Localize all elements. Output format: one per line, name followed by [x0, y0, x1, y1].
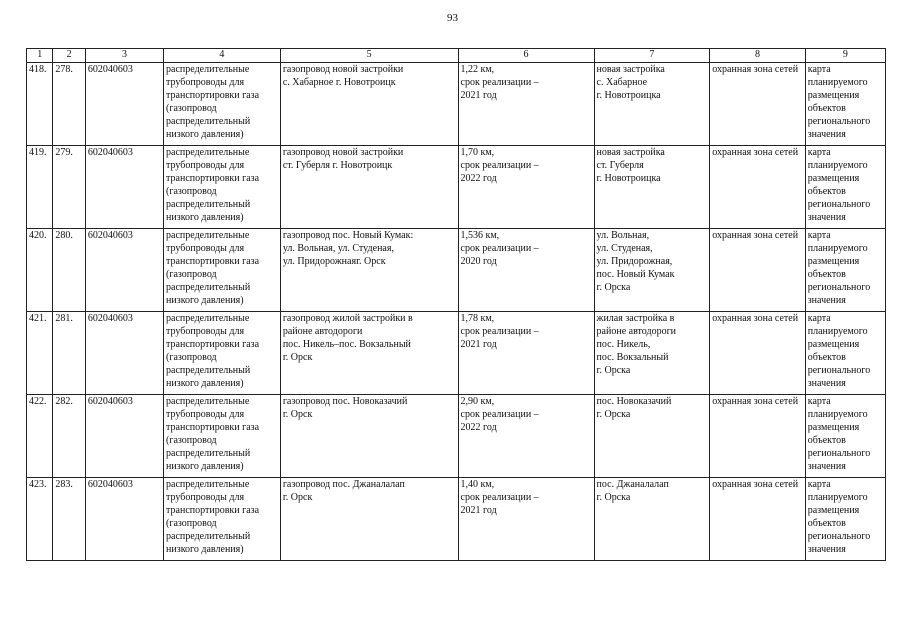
cell-object-name: газопровод жилой застройки в районе автодороги пос. Никель–пос. Вокзальный г. Орск	[280, 312, 458, 395]
header-col-9: 9	[805, 49, 885, 63]
cell-object-type: распределительные трубопроводы для транспортировки газа (газопровод распределительный низкого давления)	[164, 478, 281, 561]
cell-code: 602040603	[85, 395, 163, 478]
cell-object-type: распределительные трубопроводы для транспортировки газа (газопровод распределительный низкого давления)	[164, 63, 281, 146]
table-row	[27, 312, 886, 395]
cell-zone: охранная зона сетей	[710, 63, 805, 146]
header-col-1: 1	[27, 49, 53, 63]
header-col-2: 2	[53, 49, 85, 63]
cell-parameters: 1,78 км, срок реализации – 2021 год	[458, 312, 594, 395]
page-number: 93	[447, 12, 458, 24]
cell-code: 602040603	[85, 63, 163, 146]
cell-index: 419.	[27, 146, 53, 229]
cell-subindex: 283.	[53, 478, 85, 561]
header-col-7: 7	[594, 49, 710, 63]
header-col-5: 5	[280, 49, 458, 63]
cell-parameters: 2,90 км, срок реализации – 2022 год	[458, 395, 594, 478]
table-row	[27, 395, 886, 478]
cell-object-type: распределительные трубопроводы для транспортировки газа (газопровод распределительный низкого давления)	[164, 312, 281, 395]
cell-map: карта планируемого размещения объектов регионального значения	[805, 312, 885, 395]
cell-zone: охранная зона сетей	[710, 312, 805, 395]
cell-object-name: газопровод пос. Новоказачий г. Орск	[280, 395, 458, 478]
objects-table	[26, 48, 886, 561]
cell-subindex: 281.	[53, 312, 85, 395]
cell-object-name: газопровод пос. Джаналалап г. Орск	[280, 478, 458, 561]
cell-zone: охранная зона сетей	[710, 146, 805, 229]
cell-map: карта планируемого размещения объектов регионального значения	[805, 395, 885, 478]
header-col-3: 3	[85, 49, 163, 63]
cell-object-name: газопровод пос. Новый Кумак: ул. Вольная, ул. Студеная, ул. Придорожнаяг. Орск	[280, 229, 458, 312]
cell-code: 602040603	[85, 229, 163, 312]
cell-parameters: 1,536 км, срок реализации – 2020 год	[458, 229, 594, 312]
header-col-4: 4	[164, 49, 281, 63]
cell-location: пос. Новоказачий г. Орска	[594, 395, 710, 478]
cell-location: новая застройка ст. Губерля г. Новотроицка	[594, 146, 710, 229]
cell-object-type: распределительные трубопроводы для транспортировки газа (газопровод распределительный низкого давления)	[164, 229, 281, 312]
cell-zone: охранная зона сетей	[710, 229, 805, 312]
cell-index: 418.	[27, 63, 53, 146]
cell-map: карта планируемого размещения объектов регионального значения	[805, 229, 885, 312]
cell-map: карта планируемого размещения объектов регионального значения	[805, 63, 885, 146]
cell-object-type: распределительные трубопроводы для транспортировки газа (газопровод распределительный низкого давления)	[164, 146, 281, 229]
cell-parameters: 1,22 км, срок реализации – 2021 год	[458, 63, 594, 146]
cell-object-type: распределительные трубопроводы для транспортировки газа (газопровод распределительный низкого давления)	[164, 395, 281, 478]
cell-object-name: газопровод новой застройки с. Хабарное г. Новотроицк	[280, 63, 458, 146]
cell-index: 422.	[27, 395, 53, 478]
cell-index: 421.	[27, 312, 53, 395]
cell-subindex: 279.	[53, 146, 85, 229]
table-row	[27, 229, 886, 312]
header-col-6: 6	[458, 49, 594, 63]
table-row	[27, 478, 886, 561]
header-col-8: 8	[710, 49, 805, 63]
header-row	[27, 49, 886, 63]
cell-zone: охранная зона сетей	[710, 478, 805, 561]
cell-map: карта планируемого размещения объектов регионального значения	[805, 146, 885, 229]
cell-map: карта планируемого размещения объектов регионального значения	[805, 478, 885, 561]
table-row	[27, 146, 886, 229]
cell-subindex: 282.	[53, 395, 85, 478]
cell-location: жилая застройка в районе автодороги пос. Никель, пос. Вокзальный г. Орска	[594, 312, 710, 395]
cell-object-name: газопровод новой застройки ст. Губерля г. Новотроицк	[280, 146, 458, 229]
cell-subindex: 278.	[53, 63, 85, 146]
cell-zone: охранная зона сетей	[710, 395, 805, 478]
cell-parameters: 1,70 км, срок реализации – 2022 год	[458, 146, 594, 229]
cell-code: 602040603	[85, 478, 163, 561]
cell-parameters: 1,40 км, срок реализации – 2021 год	[458, 478, 594, 561]
cell-location: новая застройка с. Хабарное г. Новотроицка	[594, 63, 710, 146]
cell-code: 602040603	[85, 312, 163, 395]
cell-index: 420.	[27, 229, 53, 312]
cell-location: ул. Вольная, ул. Студеная, ул. Придорожная, пос. Новый Кумак г. Орска	[594, 229, 710, 312]
table-row	[27, 63, 886, 146]
table-header	[27, 49, 886, 63]
table-body	[27, 63, 886, 561]
cell-location: пос. Джаналалап г. Орска	[594, 478, 710, 561]
cell-code: 602040603	[85, 146, 163, 229]
cell-index: 423.	[27, 478, 53, 561]
cell-subindex: 280.	[53, 229, 85, 312]
